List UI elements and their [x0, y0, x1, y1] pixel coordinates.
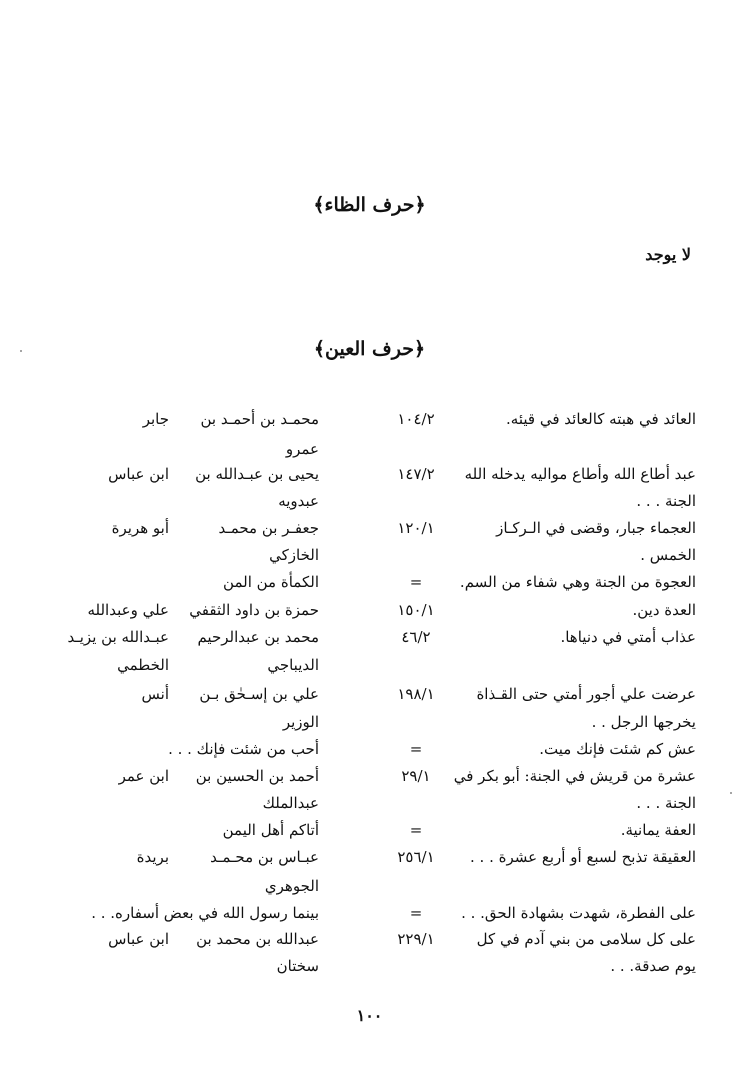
volume-page-ref: = [409, 573, 423, 591]
narrator-name: الجوهري [264, 877, 319, 895]
hadith-text: يخرجها الرجل . . [591, 713, 696, 731]
volume-page-ref: ١٤٧/٢ [397, 465, 435, 483]
narrator-name: عمرو [285, 440, 319, 458]
volume-page-ref: ٢٥٦/١ [397, 848, 435, 866]
hadith-text: الجنة . . . [636, 492, 696, 510]
hadith-text: العجماء جبار، وقضى في الـركـاز [496, 519, 696, 537]
volume-page-ref: = [409, 821, 423, 839]
table-row [0, 904, 739, 930]
volume-page-ref: ١٢٠/١ [397, 519, 435, 537]
hadith-text: عرضت علي أجور أمتي حتى القـذاة [476, 685, 696, 703]
narrator-name: محمد بن عبدالرحيم [197, 628, 319, 646]
table-row [0, 440, 739, 466]
table-row [0, 821, 739, 847]
companion-name: عبـدالله بن يزيـد [67, 628, 169, 646]
none-found-text: لا يوجد [645, 245, 691, 264]
hadith-text: عشرة من قريش في الجنة: أبو بكر في [453, 767, 696, 785]
table-row [0, 492, 739, 518]
narrator-name: محمـد بن أحمـد بن [200, 410, 319, 428]
companion-name: ابن عباس [108, 930, 169, 948]
volume-page-ref: ٢٩/١ [401, 767, 431, 785]
volume-page-ref: ١٠٤/٢ [397, 410, 435, 428]
hadith-text: العجوة من الجنة وهي شفاء من السم. [459, 573, 696, 591]
table-row [0, 601, 739, 627]
hadith-text: الجنة . . . [636, 794, 696, 812]
table-row [0, 930, 739, 956]
table-row [0, 628, 739, 654]
narrator-name: سختان [276, 957, 319, 975]
hadith-text: عذاب أمتي في دنياها. [560, 628, 696, 646]
companion-name: ابن عمر [118, 767, 169, 785]
volume-page-ref: ٤٦/٢ [401, 628, 431, 646]
narrator-name: عبدويه [278, 492, 319, 510]
table-row [0, 877, 739, 903]
table-row [0, 410, 739, 436]
narrator-name: الوزير [282, 713, 319, 731]
table-row [0, 767, 739, 793]
table-row [0, 794, 739, 820]
hadith-text: عش كم شئت فإنك ميت. [539, 740, 696, 758]
narrator-name: علي بن إسـحٰق بـن [199, 685, 319, 703]
narrator-name: الخازكي [269, 546, 319, 564]
hadith-text: العدة دين. [632, 601, 696, 619]
volume-page-ref: ٢٢٩/١ [397, 930, 435, 948]
table-row [0, 519, 739, 545]
companion-name: جابر [142, 410, 169, 428]
narrator-name: أحب من شئت فإنك . . . [168, 740, 319, 758]
hadith-text: على كل سلامى من بني آدم في كل [476, 930, 696, 948]
scan-speck [730, 792, 732, 794]
narrator-name: حمزة بن داود الثقفي [189, 601, 319, 619]
narrator-name: بينما رسول الله في بعض أسفاره. . . [91, 904, 319, 922]
scan-speck [20, 350, 22, 352]
hadith-text: العفة يمانية. [620, 821, 696, 839]
companion-name: أبو هريرة [111, 519, 169, 537]
table-row [0, 713, 739, 739]
hadith-text: الخمس . [640, 546, 696, 564]
hadith-text: عبد أطاع الله وأطاع مواليه يدخله الله [464, 465, 696, 483]
table-row [0, 957, 739, 983]
narrator-name: الكمأة من المن [223, 573, 319, 591]
section-heading-dha: ﴿حرف الظاء﴾ [313, 194, 426, 216]
table-row [0, 848, 739, 874]
table-row [0, 656, 739, 682]
narrator-name: الديباجي [267, 656, 319, 674]
companion-name: أنس [141, 685, 169, 703]
hadith-text: على الفطرة، شهدت بشهادة الحق. . . [461, 904, 696, 922]
narrator-name: أحمد بن الحسين بن [195, 767, 319, 785]
companion-name: ابن عباس [108, 465, 169, 483]
narrator-name: أتاكم أهل اليمن [222, 821, 319, 839]
table-row [0, 685, 739, 711]
table-row [0, 573, 739, 599]
narrator-name: عبدالملك [262, 794, 319, 812]
volume-page-ref: = [409, 904, 423, 922]
table-row [0, 546, 739, 572]
hadith-text: العائد في هبته كالعائد في قيئه. [506, 410, 696, 428]
volume-page-ref: = [409, 740, 423, 758]
narrator-name: جعفـر بن محمـد [218, 519, 319, 537]
table-row [0, 465, 739, 491]
narrator-name: عبـاس بن محـمـد [210, 848, 319, 866]
volume-page-ref: ١٥٠/١ [397, 601, 435, 619]
section-heading-ayn: ﴿حرف العين﴾ [313, 338, 426, 360]
companion-name: علي وعبدالله [87, 601, 169, 619]
volume-page-ref: ١٩٨/١ [397, 685, 435, 703]
narrator-name: يحيى بن عبـدالله بن [195, 465, 319, 483]
hadith-text: يوم صدقة. . . [610, 957, 696, 975]
page-number: ١٠٠ [356, 1006, 383, 1025]
table-row [0, 740, 739, 766]
companion-name: الخطمي [117, 656, 169, 674]
hadith-text: العقيقة تذبح لسبع أو أربع عشرة . . . [470, 848, 696, 866]
companion-name: بريدة [136, 848, 169, 866]
narrator-name: عبدالله بن محمد بن [196, 930, 319, 948]
